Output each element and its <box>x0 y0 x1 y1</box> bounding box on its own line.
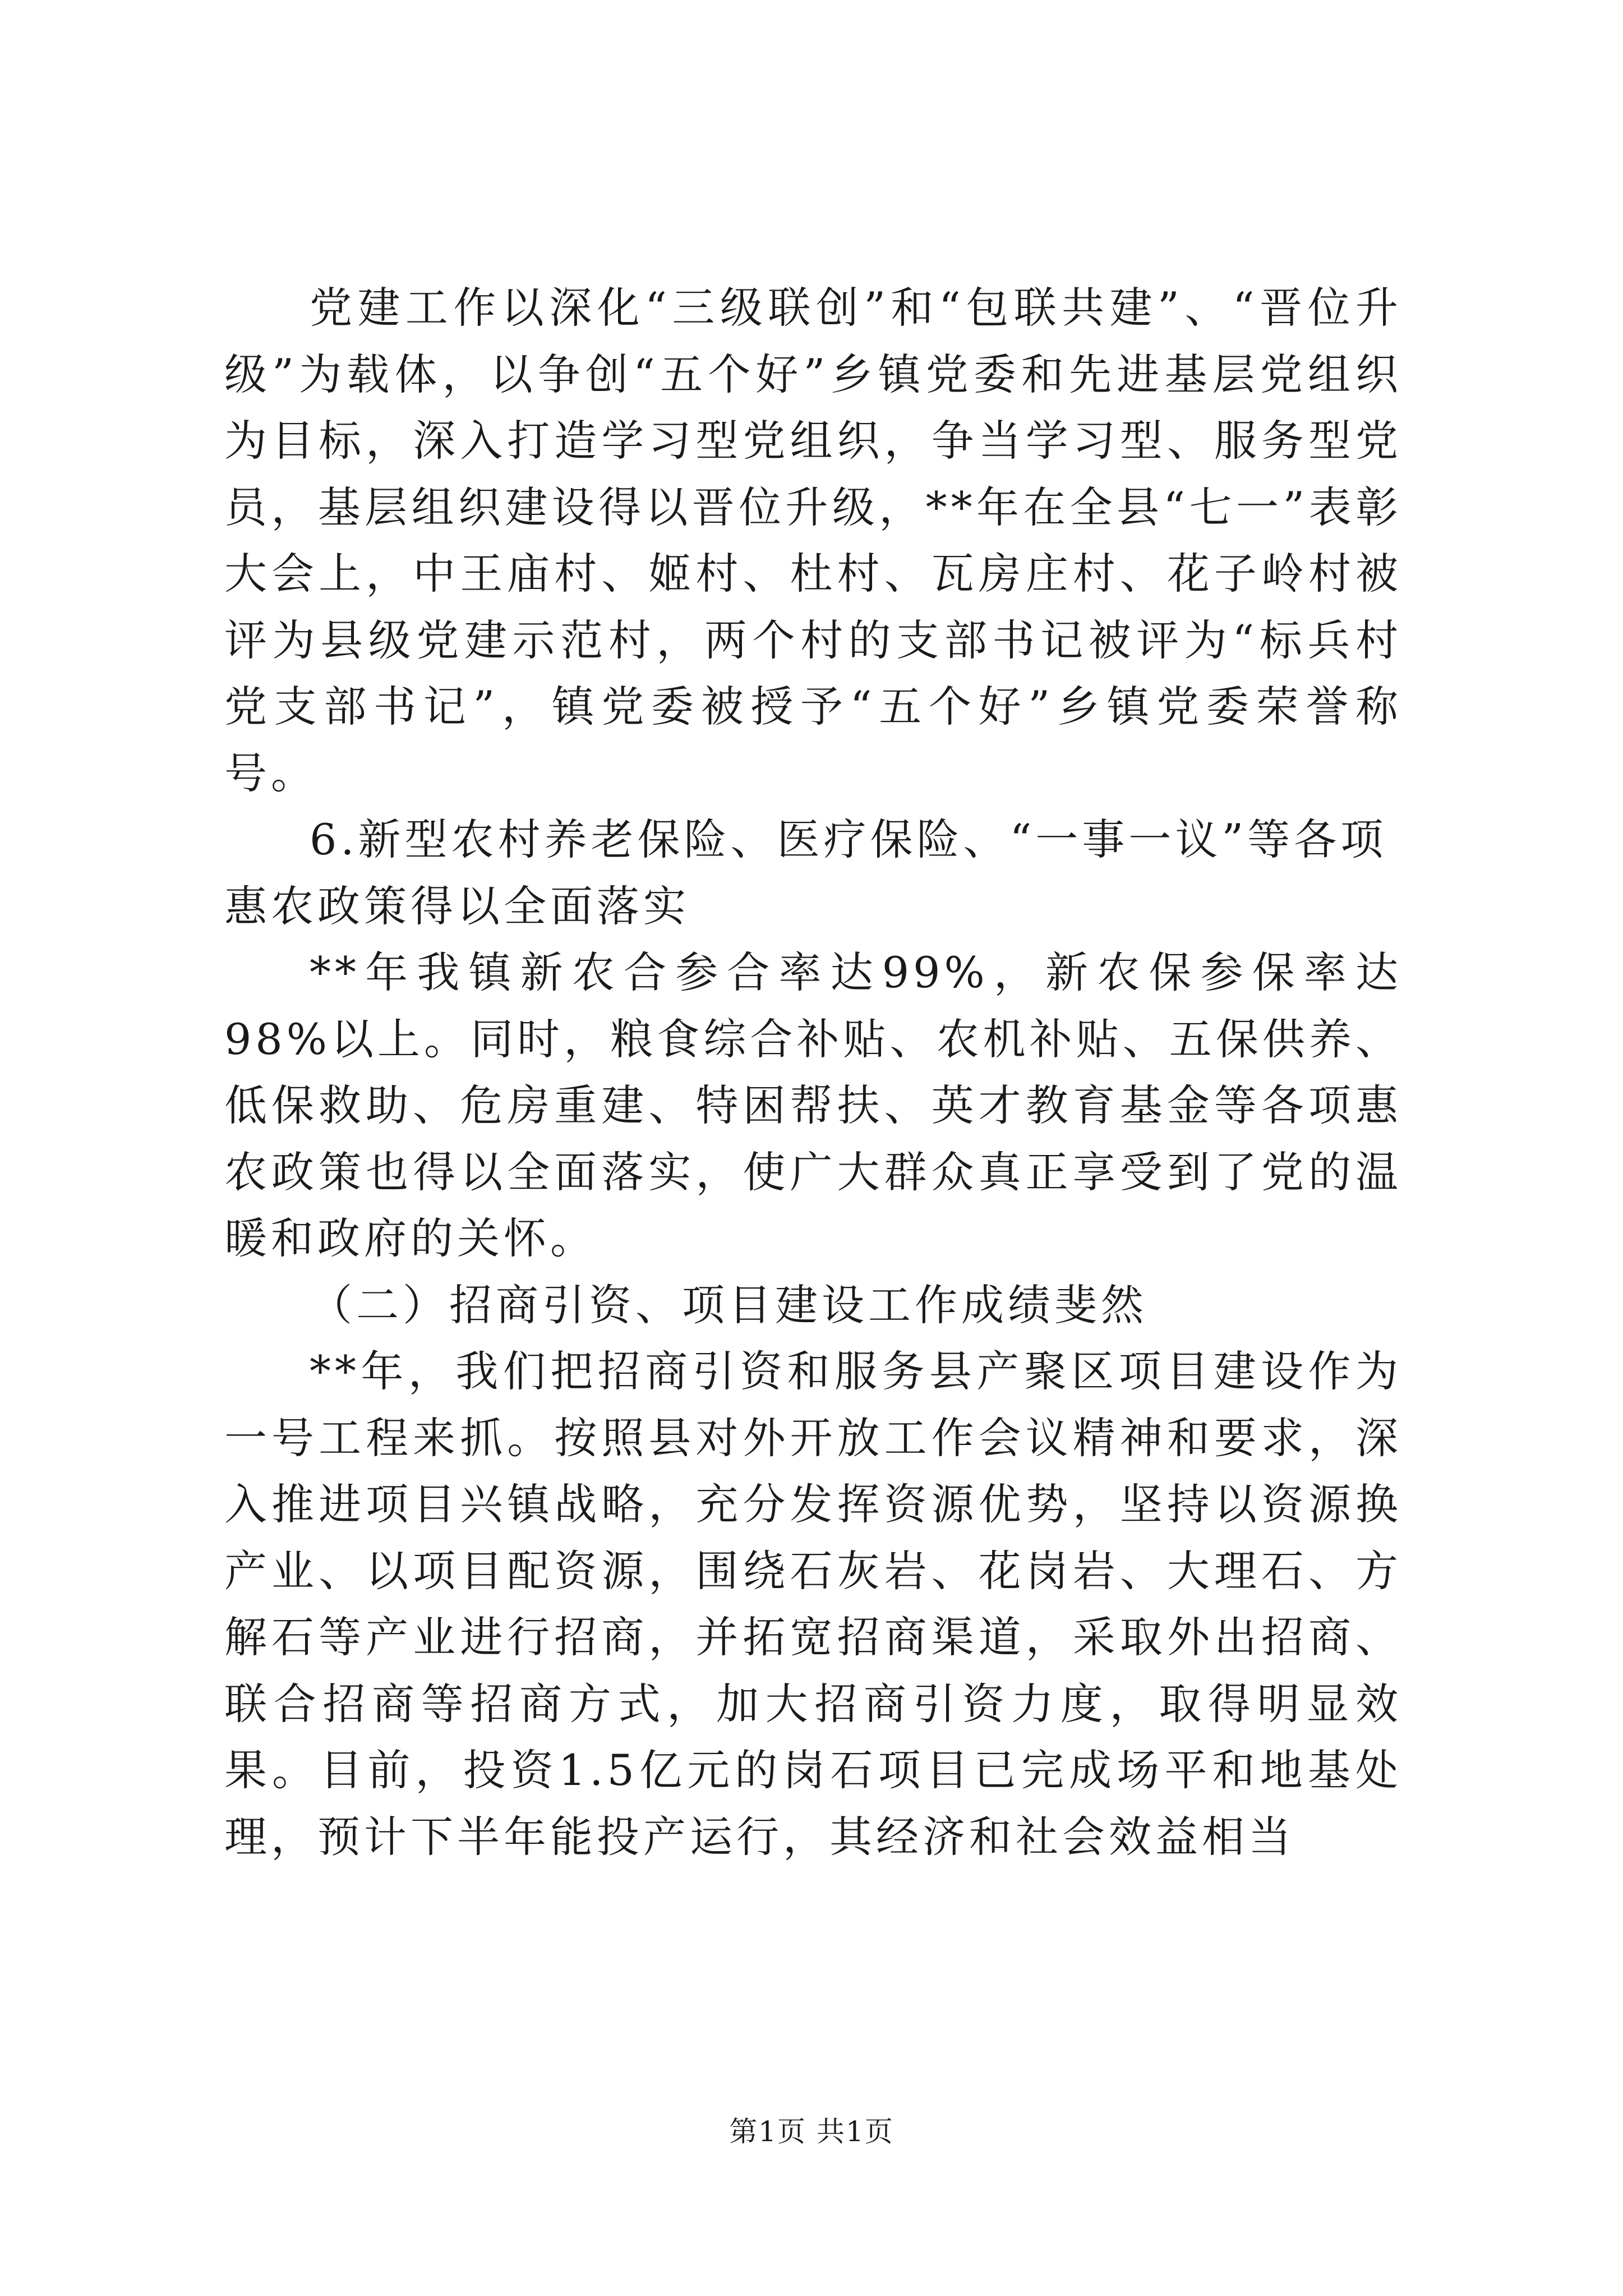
paragraph-investment: **年，我们把招商引资和服务县产聚区项目建设作为一号工程来抓。按照县对外开放工作会议精神和要求，深入推进项目兴镇战略，充分发挥资源优势，坚持以资源换产业、以项目配资源，围绕石灰岩、花岗岩、大理石、方解石等产业进行招商，并拓宽招商渠道，采取外出招商、联合招商等招商方式，加大招商引资力度，取得明显效果。目前，投资1.5亿元的岗石项目已完成场平和地基处理，预计下半年能投产运行，其经济和社会效益相当 <box>224 1346 1402 1862</box>
section-heading-6: 6.新型农村养老保险、医疗保险、“一事一议”等各项惠农政策得以全面落实 <box>224 815 1387 931</box>
paragraph-insurance-policies: **年我镇新农合参合率达99%，新农保参保率达98%以上。同时，粮食综合补贴、农机补贴、五保供养、低保救助、危房重建、特困帮扶、英才教育基金等各项惠农政策也得以全面落实，使广大群众真正享受到了党的温暖和政府的关怀。 <box>224 947 1402 1263</box>
section-heading-2: （二）招商引资、项目建设工作成绩斐然 <box>310 1280 1147 1330</box>
page-footer: 第1页 共1页 <box>729 2115 894 2148</box>
document-body <box>224 275 1402 1870</box>
paragraph-party-building: 党建工作以深化“三级联创”和“包联共建”、“晋位升级”为载体，以争创“五个好”乡镇党委和先进基层党组织为目标，深入打造学习型党组织，争当学习型、服务型党员，基层组织建设得以晋位升级，**年在全县“七一”表彰大会上，中王庙村、姬村、杜村、瓦房庄村、花子岭村被评为县级党建示范村，两个村的支部书记被评为“标兵村党支部书记”，镇党委被授予“五个好”乡镇党委荣誉称号。 <box>224 283 1402 798</box>
